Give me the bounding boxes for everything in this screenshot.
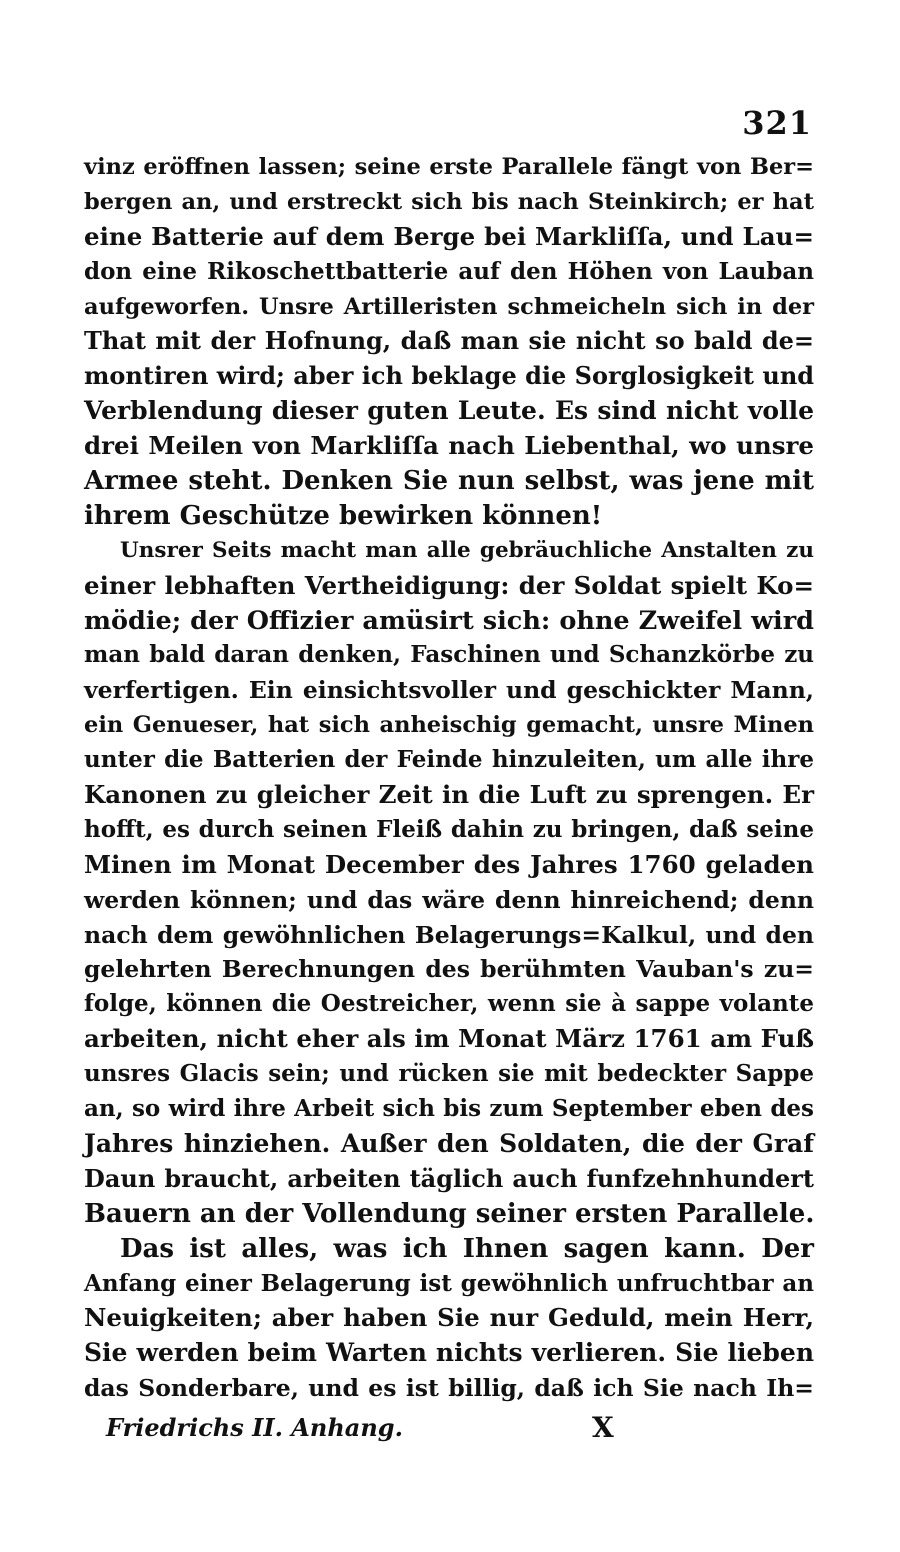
text-line: Verblendung dieser guten Leute. Es sind nicht volle	[84, 396, 814, 426]
text-line: einer lebhaften Vertheidigung: der Soldat spielt Ko=	[84, 570, 814, 600]
text-line: Anfang einer Belagerung ist gewöhnlich unfruchtbar an	[84, 1269, 814, 1297]
text-line: eine Batterie auf dem Berge bei Markliſſa, und Lau=	[84, 221, 814, 251]
text-line: hofft, es durch seinen Fleiß dahin zu bringen, daß seine	[84, 815, 814, 843]
text-line: Unsrer Seits macht man alle gebräuchliche Anstalten zu	[120, 537, 814, 563]
text-line: drei Meilen von Markliſſa nach Liebenthal, wo unsre	[84, 431, 814, 461]
text-line: ihrem Geschütze bewirken können!	[84, 500, 603, 531]
text-line: aufgeworfen. Unsre Artilleristen schmeicheln sich in der	[84, 293, 814, 320]
text-line: das Sonderbare, und es ist billig, daß ich Sie nach Ih=	[84, 1374, 814, 1403]
sheet-mark: X	[592, 1411, 614, 1444]
text-line: Das ist alles, was ich Ihnen sagen kann. Der	[120, 1233, 814, 1264]
text-line: don eine Rikoschettbatterie auf den Höhen von Lauban	[84, 257, 814, 285]
text-line: gelehrten Berechnungen des berühmten Vauban's zu=	[84, 955, 814, 984]
text-line: Jahres hinziehen. Außer den Soldaten, die der Graf	[84, 1128, 814, 1158]
text-line: That mit der Hofnung, daß man sie nicht so bald de=	[84, 326, 814, 356]
text-line: mödie; der Offizier amüsirt sich: ohne Zweifel wird	[84, 605, 814, 636]
text-line: Neuigkeiten; aber haben Sie nur Geduld, mein Herr,	[84, 1303, 814, 1333]
text-line: unter die Batterien der Feinde hinzuleiten, um alle ihre	[84, 746, 814, 774]
text-line: Armee steht. Denken Sie nun selbst, was jene mit	[84, 466, 814, 497]
text-line: nach dem gewöhnlichen Belagerungs=Kalkul, und den	[84, 920, 814, 949]
page-footer	[84, 1413, 814, 1453]
text-line: folge, können die Oestreicher, wenn sie à sappe volante	[84, 990, 814, 1018]
text-line: Minen im Monat December des Jahres 1760 geladen	[84, 849, 814, 879]
text-line: montiren wird; aber ich beklage die Sorglosigkeit und	[84, 361, 815, 391]
text-line: verfertigen. Ein einsichtsvoller und geschickter Mann,	[84, 676, 814, 705]
text-line: arbeiten, nicht eher als im Monat März 1761 am Fuß	[84, 1024, 814, 1054]
text-line: man bald daran denken, Faschinen und Schanzkörbe zu	[84, 641, 814, 669]
text-line: Sie werden beim Warten nichts verlieren. Sie lieben	[84, 1338, 814, 1368]
text-line: vinz eröffnen lassen; seine erste Parallele fängt von Ber=	[84, 154, 814, 180]
page-number: 321	[742, 104, 812, 142]
text-line: Bauern an der Vollendung seiner ersten Parallele.	[84, 1198, 815, 1229]
text-line: unsres Glacis sein; und rücken sie mit bedeckter Sappe	[84, 1060, 814, 1088]
text-line: an, so wird ihre Arbeit sich bis zum September eben des	[84, 1095, 814, 1123]
text-line: bergen an, und erstreckt sich bis nach Steinkirch; er hat	[84, 188, 814, 215]
body-text	[84, 150, 814, 1406]
signature-line: Friedrichs II. Anhang.	[106, 1413, 403, 1442]
text-line: werden können; und das wäre denn hinreichend; denn	[84, 885, 814, 914]
text-line: Daun braucht, arbeiten täglich auch funfzehnhundert	[84, 1163, 814, 1193]
text-line: Kanonen zu gleicher Zeit in die Luft zu sprengen. Er	[84, 780, 814, 810]
text-line: ein Genueser, hat sich anheischig gemacht, unsre Minen	[84, 712, 814, 739]
